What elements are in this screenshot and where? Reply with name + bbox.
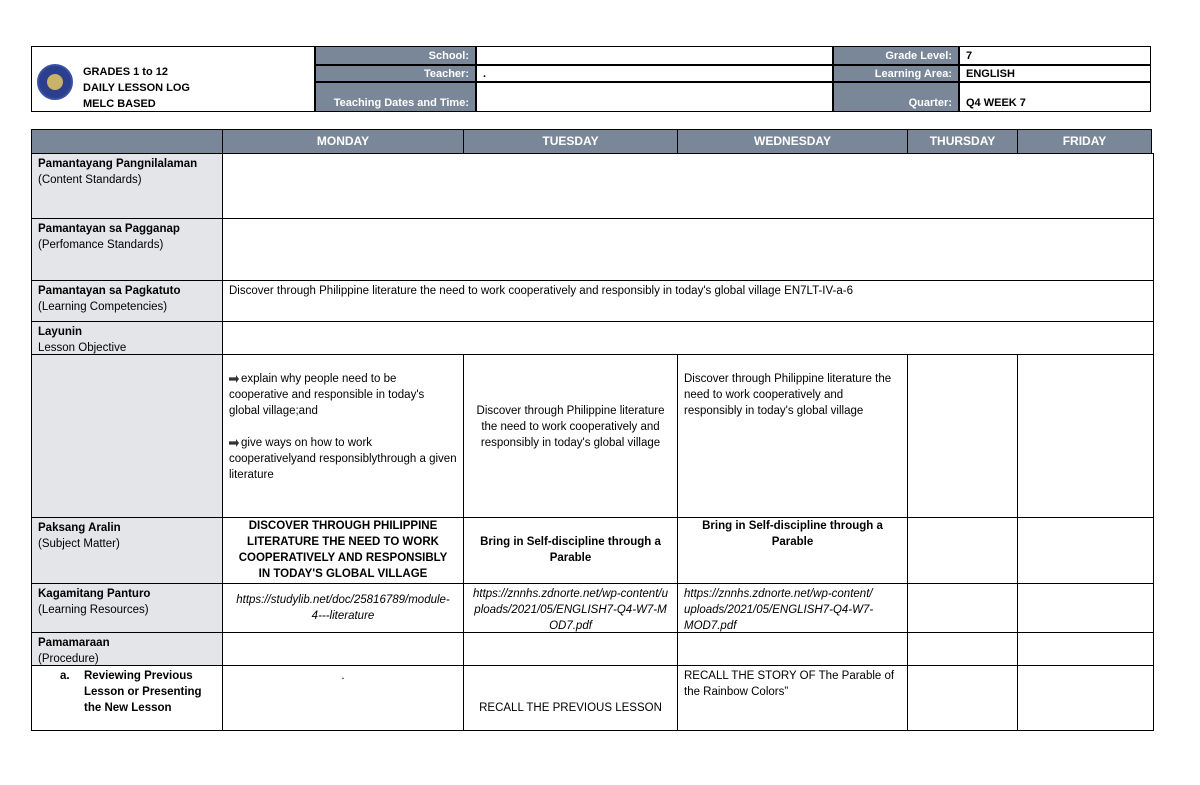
school-label: School: [315,46,476,65]
subject-matter-title: Paksang Aralin [38,522,121,534]
subject-matter-sub: (Subject Matter) [38,538,120,550]
procedure-wednesday[interactable] [677,632,908,666]
resource-link-monday[interactable]: https://studylib.net/doc/25816789/module-4---literature [222,583,464,633]
subject-friday[interactable] [1017,517,1154,584]
subject-monday[interactable]: DISCOVER THROUGH PHILIPPINE LITERATURE THE NEED TO WORK COOPERATIVELY AND RESPONSIBLY IN TODAY'S GLOBAL VILLAGE [222,517,464,584]
header-title-line-3: MELC BASED [83,98,156,110]
objective-item [229,435,457,483]
day-header-friday: FRIDAY [1017,129,1152,154]
review-tuesday[interactable]: RECALL THE PREVIOUS LESSON [463,665,678,731]
subject-wednesday[interactable]: Bring in Self-discipline through a Parable [677,517,908,584]
procedure-label [31,632,223,666]
procedure-monday[interactable] [222,632,464,666]
procedure-friday[interactable] [1017,632,1154,666]
teaching-dates-field[interactable] [476,82,833,112]
performance-standards-sub: (Perfomance Standards) [38,239,164,251]
learning-resources-sub: (Learning Resources) [38,604,149,616]
school-field[interactable] [476,46,833,65]
content-standards-title: Pamantayang Pangnilalaman [38,158,198,170]
teacher-field[interactable]: . [476,65,833,82]
review-monday[interactable]: . [222,665,464,731]
performance-standards-value[interactable] [222,218,1154,281]
lesson-objective-value[interactable] [222,321,1154,355]
day-header-wednesday: WEDNESDAY [677,129,908,154]
learning-competencies-label [31,280,223,322]
subject-tuesday[interactable]: Bring in Self-discipline through a Parable [463,517,678,584]
header-title [83,64,190,112]
objectives-thursday[interactable] [907,354,1018,518]
procedure-thursday[interactable] [907,632,1018,666]
learning-resources-label [31,583,223,633]
objectives-friday[interactable] [1017,354,1154,518]
header-title-line-2: DAILY LESSON LOG [83,82,190,94]
day-header-blank [31,129,223,154]
learning-competencies-title: Pamantayan sa Pagkatuto [38,285,181,297]
procedure-tuesday[interactable] [463,632,678,666]
teaching-dates-label: Teaching Dates and Time: [315,82,476,112]
grade-level-field[interactable]: 7 [959,46,1151,65]
grade-level-label: Grade Level: [833,46,959,65]
teacher-label: Teacher: [315,65,476,82]
procedure-sub: (Procedure) [38,653,99,665]
learning-resources-title: Kagamitang Panturo [38,588,151,600]
arrow-bullet-icon [229,439,239,447]
review-title: Reviewing Previous Lesson or Presenting the New Lesson [84,670,202,714]
review-friday[interactable] [1017,665,1154,731]
objectives-label-blank [31,354,223,518]
learning-competencies-value[interactable]: Discover through Philippine literature the need to work cooperatively and responsibly in today's global village EN7LT-IV-a-6 [222,280,1154,322]
objectives-monday[interactable] [222,354,464,518]
day-header-tuesday: TUESDAY [463,129,678,154]
lesson-objective-title: Layunin [38,326,83,338]
review-wednesday[interactable]: RECALL THE STORY OF The Parable of the Rainbow Colors” [677,665,908,731]
content-standards-value[interactable] [222,153,1154,219]
learning-area-field[interactable]: ENGLISH [959,65,1151,82]
content-standards-sub: (Content Standards) [38,174,142,186]
objectives-tuesday[interactable]: Discover through Philippine literature the need to work cooperatively and responsibly in today's global village [463,354,678,518]
quarter-field[interactable]: Q4 WEEK 7 [959,82,1151,112]
resources-friday[interactable] [1017,583,1154,633]
day-header-thursday: THURSDAY [907,129,1018,154]
resource-link-wednesday[interactable]: https://znnhs.zdnorte.net/wp-content/uploads/2021/05/ENGLISH7-Q4-W7-MOD7.pdf [677,583,908,633]
header-title-block [31,46,315,112]
procedure-title: Pamamaraan [38,637,110,649]
deped-seal-icon [37,64,73,100]
lesson-objective-sub: Lesson Objective [38,342,127,354]
arrow-bullet-icon [229,375,239,383]
header-title-line-1: GRADES 1 to 12 [83,66,168,78]
review-thursday[interactable] [907,665,1018,731]
subject-matter-label [31,517,223,584]
objectives-wednesday[interactable]: Discover through Philippine literature the need to work cooperatively and responsibly in today's global village [677,354,908,518]
learning-area-label: Learning Area: [833,65,959,82]
resources-thursday[interactable] [907,583,1018,633]
objective-item [229,371,457,419]
review-lesson-label [31,665,223,731]
day-header-monday: MONDAY [222,129,464,154]
quarter-label: Quarter: [833,82,959,112]
lesson-objective-label [31,321,223,355]
objective-text-1: explain why people need to be cooperative and responsible in today's global village;and [229,373,425,417]
resource-link-tuesday[interactable]: https://znnhs.zdnorte.net/wp-content/uploads/2021/05/ENGLISH7-Q4-W7-MOD7.pdf [463,583,678,633]
learning-competencies-sub: (Learning Competencies) [38,301,168,313]
review-marker: a. [60,670,70,682]
performance-standards-title: Pamantayan sa Pagganap [38,223,180,235]
content-standards-label [31,153,223,219]
objective-text-2: give ways on how to work cooperativelyand responsiblythrough a given literature [229,437,457,481]
subject-thursday[interactable] [907,517,1018,584]
performance-standards-label [31,218,223,281]
